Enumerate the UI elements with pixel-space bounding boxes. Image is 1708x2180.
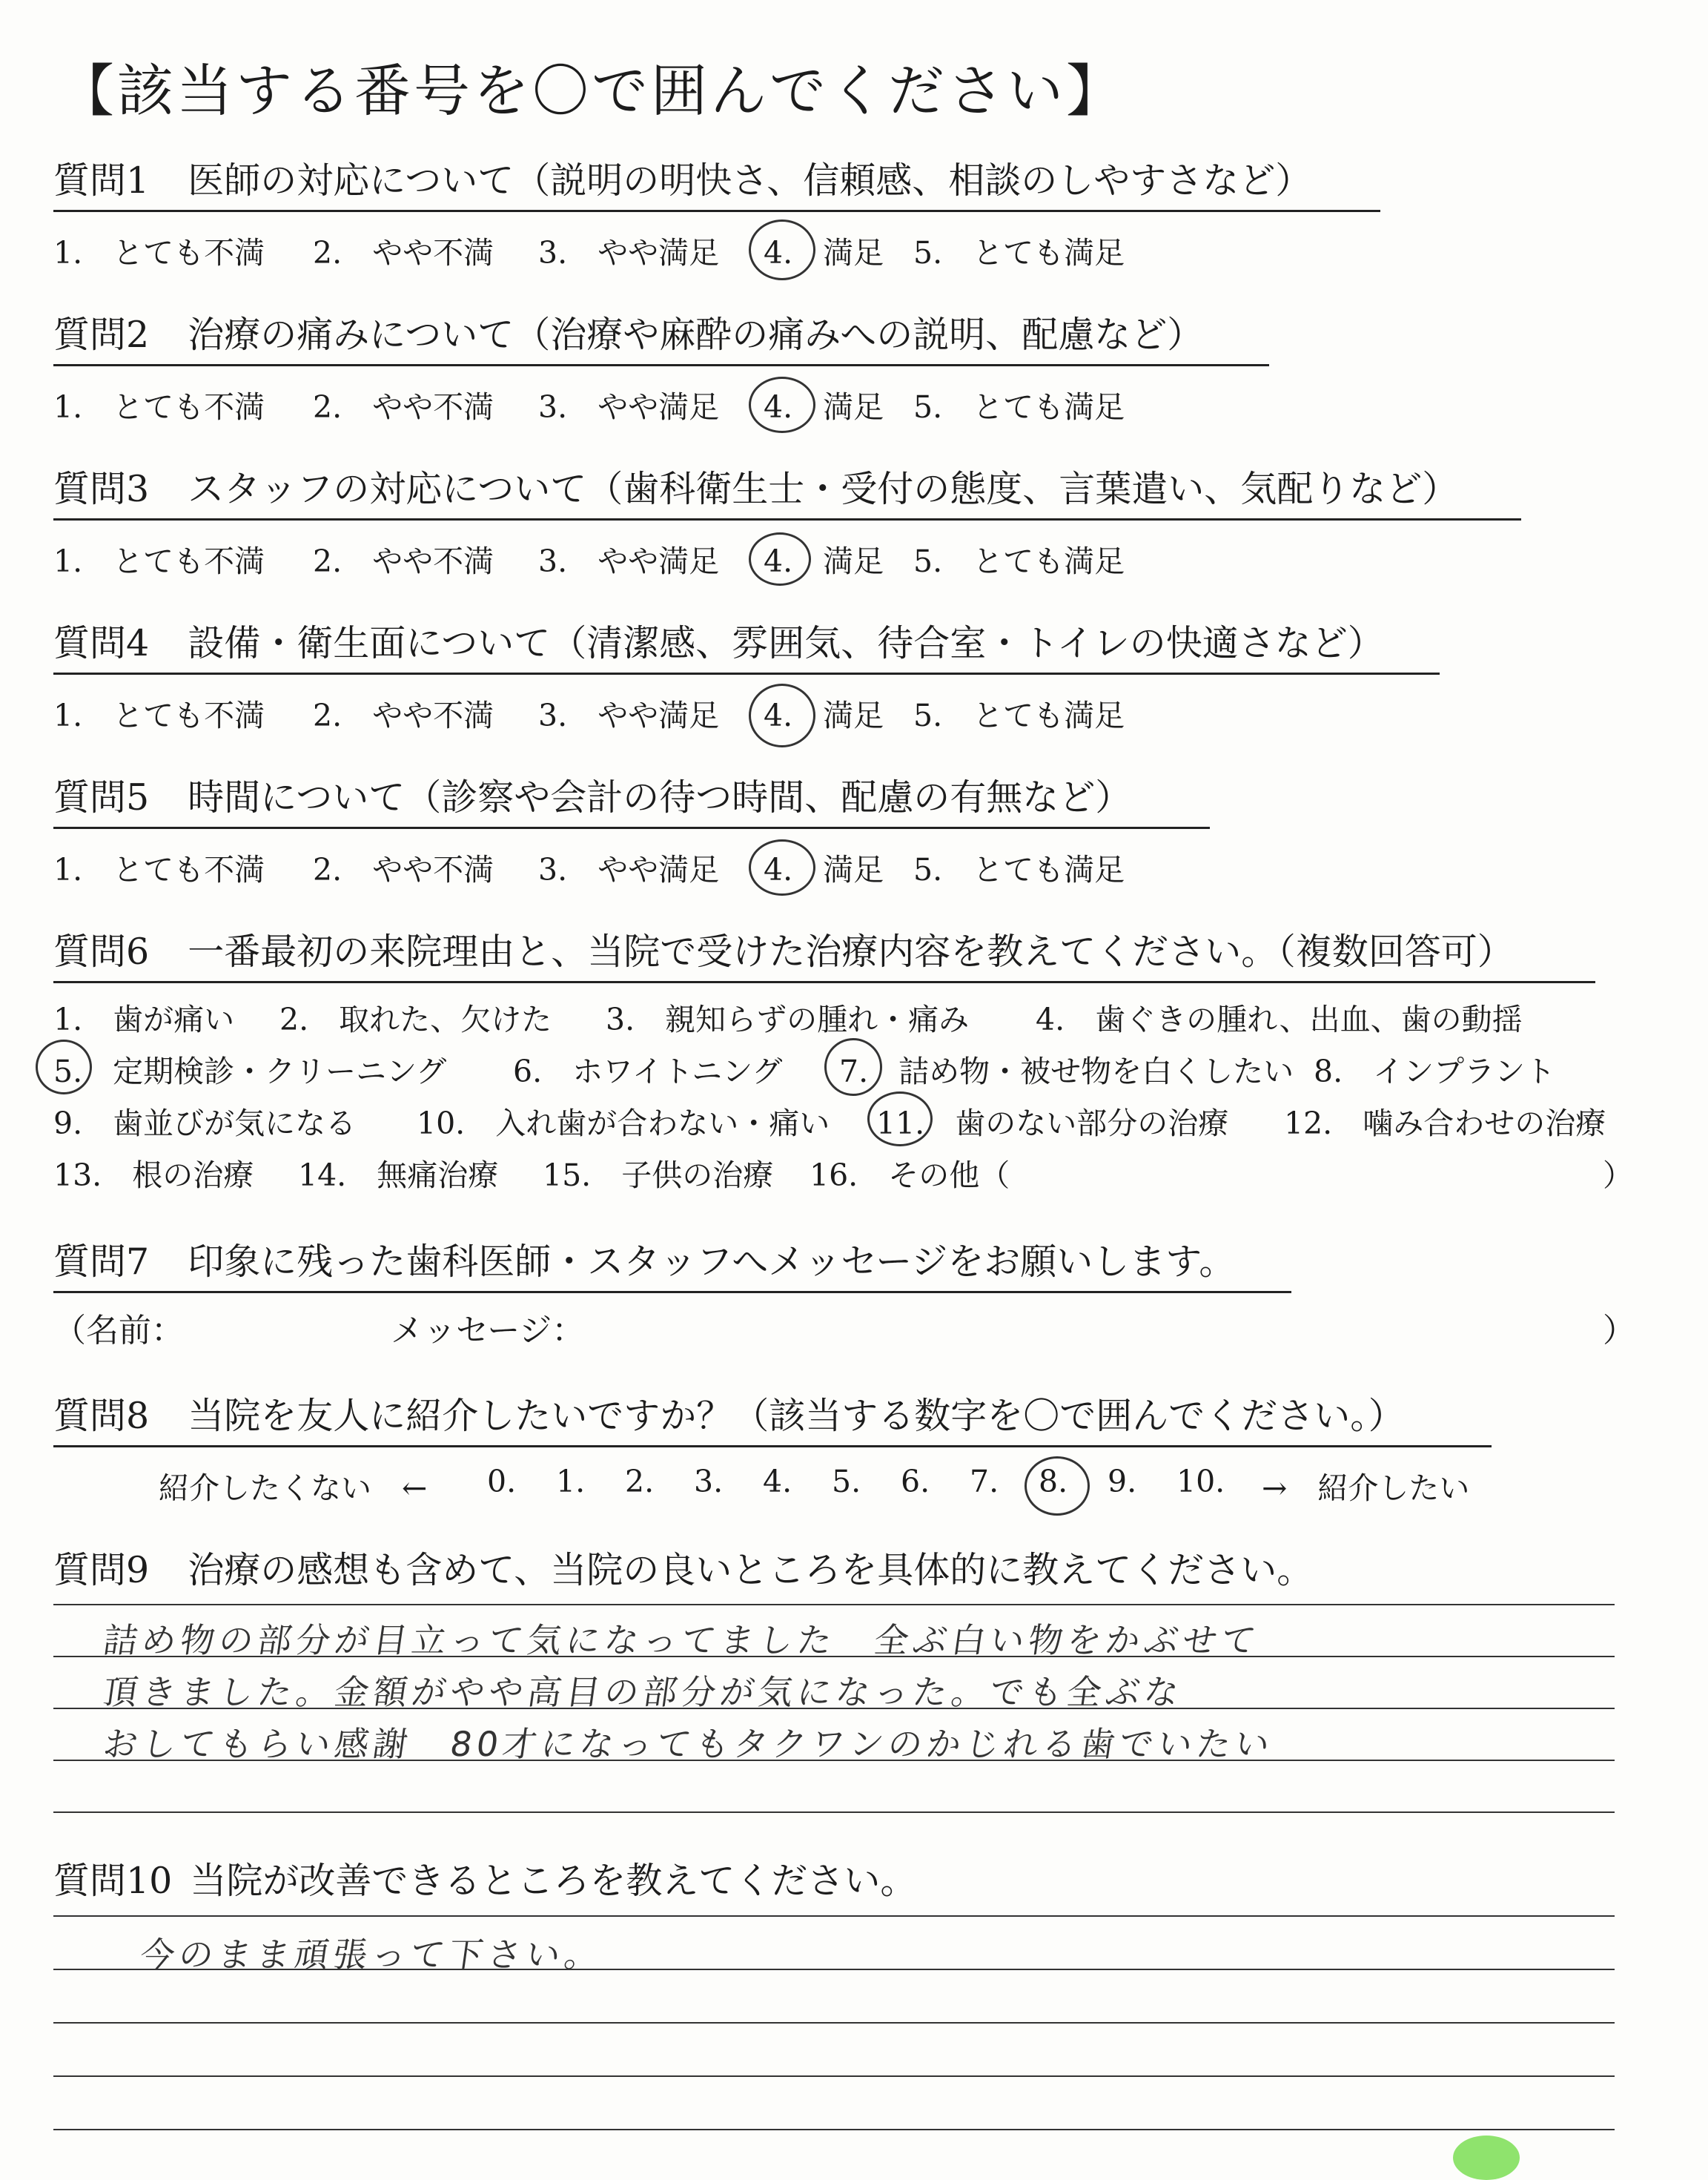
scale-6[interactable]: 6.: [901, 1464, 930, 1499]
option-1[interactable]: 1. とても不満: [53, 852, 265, 888]
message-row: [53, 1304, 1708, 1350]
selection-circle: [824, 1038, 882, 1096]
option-6[interactable]: 6. ホワイトニング: [513, 1054, 783, 1089]
option-4[interactable]: 4. 満足: [764, 389, 884, 425]
option-1[interactable]: 1. 歯が痛い: [53, 1002, 235, 1037]
option-4[interactable]: 4. 満足: [764, 544, 884, 579]
option-5[interactable]: 5. とても満足: [913, 698, 1125, 733]
selection-circle: [749, 219, 815, 280]
question-text: 一番最初の来院理由と、当院で受けた治療内容を教えてください。（複数回答可）: [188, 931, 1514, 973]
option-4[interactable]: 4. 歯ぐきの腫れ、出血、歯の動揺: [1036, 1002, 1523, 1037]
scale-3[interactable]: 3.: [694, 1464, 724, 1499]
question-5: [53, 769, 1708, 887]
question-number: 質問10: [53, 1860, 173, 1902]
option-3[interactable]: 3. やや満足: [538, 389, 720, 425]
scale-9[interactable]: 9.: [1108, 1464, 1137, 1499]
answer-rule: [53, 1604, 1615, 1605]
question-3: [53, 460, 1708, 578]
question-number: 質問9: [53, 1549, 150, 1591]
question-text: 時間について（診察や会計の待つ時間、配慮の有無など）: [188, 776, 1132, 819]
option-4[interactable]: 4. 満足: [764, 852, 884, 888]
rating-options: [53, 383, 1708, 424]
other-close-paren: ）: [1603, 1157, 1633, 1193]
scale-8[interactable]: 8.: [1039, 1464, 1068, 1499]
answer-rule: [53, 1811, 1615, 1813]
scale-4[interactable]: 4.: [763, 1464, 792, 1499]
answer-rule: [53, 2075, 1615, 2077]
question-1: [53, 152, 1708, 270]
rating-options: [53, 228, 1708, 270]
question-text: スタッフの対応について（歯科衛生士・受付の態度、言葉遣い、気配りなど）: [188, 468, 1459, 510]
option-14[interactable]: 14. 無痛治療: [298, 1157, 499, 1193]
option-9[interactable]: 9. 歯並びが気になる: [53, 1106, 357, 1141]
option-16[interactable]: 16. その他（: [810, 1157, 1010, 1193]
option-1[interactable]: 1. とても不満: [53, 389, 265, 425]
option-3[interactable]: 3. やや満足: [538, 698, 720, 733]
question-4: [53, 615, 1708, 733]
question-2: [53, 306, 1708, 424]
question-number: 質問3: [53, 468, 150, 510]
question-number: 質問6: [53, 931, 150, 973]
option-1[interactable]: 1. とても不満: [53, 544, 265, 579]
page-heading: 【該当する番号を〇で囲んでください】: [58, 58, 1125, 124]
option-3[interactable]: 3. やや満足: [538, 544, 720, 579]
message-label: メッセージ：: [391, 1312, 585, 1350]
question-7: [53, 1233, 1708, 1350]
option-2[interactable]: 2. 取れた、欠けた: [279, 1002, 552, 1037]
selection-circle: [749, 377, 815, 433]
option-2[interactable]: 2. やや不満: [313, 389, 494, 425]
selection-circle: [749, 839, 815, 896]
option-2[interactable]: 2. やや不満: [313, 698, 494, 733]
option-11[interactable]: 11. 歯のない部分の治療: [876, 1106, 1229, 1141]
selection-circle: [1025, 1456, 1090, 1516]
selection-circle: [749, 532, 811, 586]
option-4[interactable]: 4. 満足: [764, 698, 884, 733]
answer-rule: [53, 2129, 1615, 2130]
question-text: 治療の感想も含めて、当院の良いところを具体的に教えてください。: [188, 1549, 1314, 1591]
option-5[interactable]: 5. とても満足: [913, 852, 1125, 888]
selection-circle: [36, 1040, 92, 1094]
rating-options: [53, 691, 1708, 733]
question-8: [53, 1387, 1708, 1505]
question-9: [53, 1542, 1708, 1593]
option-13[interactable]: 13. 根の治療: [53, 1157, 254, 1193]
question-number: 質問5: [53, 776, 150, 819]
answer-rule: [53, 1915, 1615, 1917]
option-5[interactable]: 5. とても満足: [913, 389, 1125, 425]
scale-7[interactable]: 7.: [970, 1464, 999, 1499]
selection-circle: [867, 1091, 933, 1146]
option-3[interactable]: 3. やや満足: [538, 852, 720, 888]
handwritten-answer-line: 詰め物の部分が目立って気になってました 全ぶ白い物をかぶせて: [100, 1620, 1263, 1660]
question-number: 質問1: [53, 159, 150, 202]
option-4[interactable]: 4. 満足: [764, 235, 884, 271]
message-close-paren: ）: [1603, 1312, 1635, 1350]
option-5[interactable]: 5. 定期検診・クリーニング: [53, 1054, 447, 1089]
scale-1[interactable]: 1.: [556, 1464, 586, 1499]
selection-circle: [749, 684, 815, 747]
handwritten-answer-line: 今のまま頑張って下さい。: [137, 1935, 606, 1975]
option-7[interactable]: 7. 詰め物・被せ物を白くしたい: [839, 1054, 1294, 1089]
handwritten-answer-line: おしてもらい感謝 80才になってもタクワンのかじれる歯でいたい: [100, 1724, 1277, 1764]
option-2[interactable]: 2. やや不満: [313, 544, 494, 579]
answer-rule: [53, 2022, 1615, 2024]
handwritten-answer-line: 頂きました。金額がやや高目の部分が気になった。でも全ぶな: [100, 1672, 1186, 1712]
option-5[interactable]: 5. とても満足: [913, 235, 1125, 271]
question-6: [53, 923, 1708, 1203]
option-8[interactable]: 8. インプラント: [1314, 1054, 1556, 1089]
question-text: 治療の痛みについて（治療や麻酔の痛みへの説明、配慮など）: [188, 314, 1204, 356]
option-2[interactable]: 2. やや不満: [313, 235, 494, 271]
question-number: 質問8: [53, 1395, 150, 1437]
scale-left-label: 紹介したくない ←: [159, 1470, 428, 1506]
scale-0[interactable]: 0.: [487, 1464, 517, 1499]
recommend-scale: [53, 1464, 1708, 1505]
option-10[interactable]: 10. 入れ歯が合わない・痛い: [417, 1106, 830, 1141]
option-3[interactable]: 3. やや満足: [538, 235, 720, 271]
treatment-options: [53, 995, 1708, 1203]
question-text: 医師の対応について（説明の明快さ、信頼感、相談のしやすさなど）: [188, 159, 1312, 202]
question-number: 質問7: [53, 1241, 150, 1283]
option-1[interactable]: 1. とても不満: [53, 698, 265, 733]
question-text: 印象に残った歯科医師・スタッフへメッセージをお願いします。: [188, 1241, 1236, 1283]
option-2[interactable]: 2. やや不満: [313, 852, 494, 888]
option-5[interactable]: 5. とても満足: [913, 544, 1125, 579]
question-10: [53, 1852, 1708, 1904]
option-1[interactable]: 1. とても不満: [53, 235, 265, 271]
question-text: 当院を友人に紹介したいですか？（該当する数字を〇で囲んでください。）: [188, 1395, 1405, 1437]
scale-2[interactable]: 2.: [625, 1464, 655, 1499]
option-3[interactable]: 3. 親知らずの腫れ・痛み: [606, 1002, 970, 1037]
scale-10[interactable]: 10.: [1176, 1464, 1225, 1499]
question-number: 質問2: [53, 314, 150, 356]
rating-options: [53, 537, 1708, 578]
option-15[interactable]: 15. 子供の治療: [543, 1157, 774, 1193]
name-label: （名前：: [53, 1312, 184, 1350]
scale-right-label: → 紹介したい: [1262, 1470, 1470, 1506]
question-text: 設備・衛生面について（清潔感、雰囲気、待合室・トイレの快適さなど）: [188, 622, 1384, 664]
rating-options: [53, 845, 1708, 887]
green-mark: [1453, 2136, 1520, 2180]
question-number: 質問4: [53, 622, 150, 664]
scale-5[interactable]: 5.: [832, 1464, 861, 1499]
option-12[interactable]: 12. 噛み合わせの治療: [1284, 1106, 1606, 1141]
question-text: 当院が改善できるところを教えてください。: [190, 1860, 917, 1902]
